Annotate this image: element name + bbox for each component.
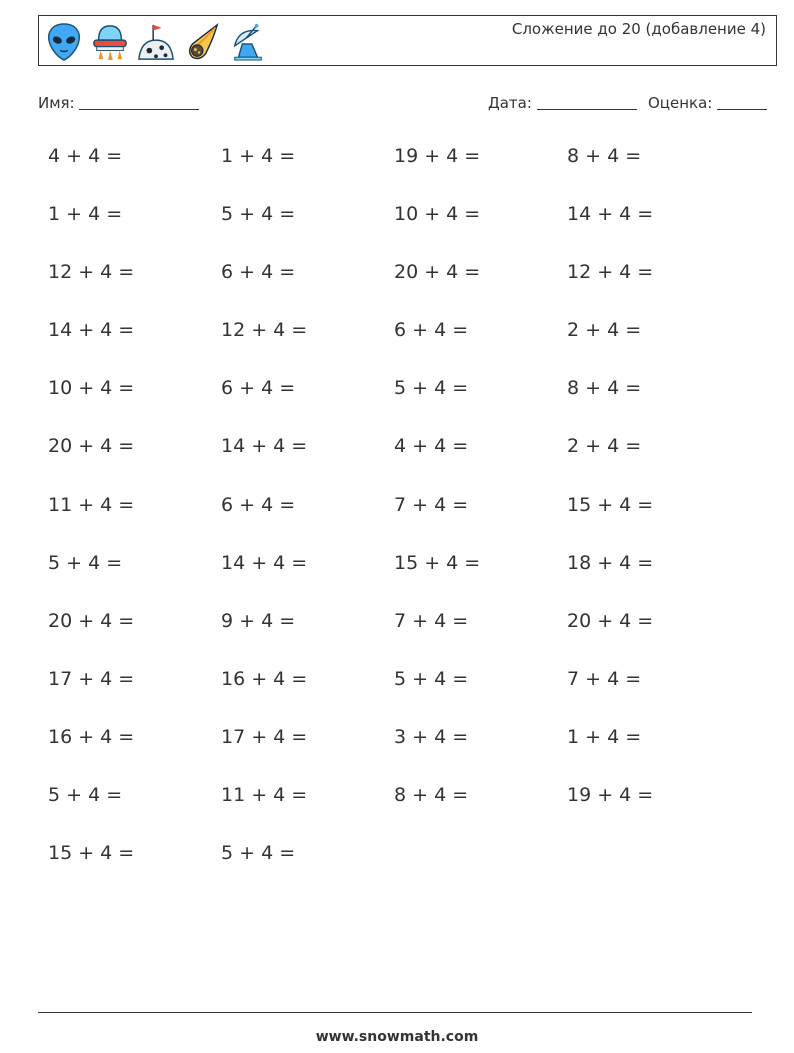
problem-item: 19 + 4 =: [394, 145, 481, 167]
problem-item: 14 + 4 =: [221, 435, 308, 458]
problem-row: [48, 319, 748, 377]
problem-item: 17 + 4 =: [48, 667, 135, 690]
name-field: [38, 94, 199, 112]
problem-item: 11 + 4 =: [48, 493, 135, 516]
problem-item: 2 + 4 =: [567, 319, 642, 342]
problem-item: 6 + 4 =: [221, 377, 296, 400]
problem-item: 20 + 4 =: [394, 261, 481, 284]
problem-item: 8 + 4 =: [394, 784, 469, 807]
problem-item: 14 + 4 =: [48, 319, 135, 342]
problem-item: 7 + 4 =: [394, 493, 469, 516]
problem-item: 16 + 4 =: [221, 667, 308, 690]
header-box: [38, 15, 777, 66]
problem-row: [48, 435, 748, 493]
problem-item: 20 + 4 =: [567, 609, 654, 632]
grade-label: Оценка:: [648, 94, 713, 112]
worksheet-title: Сложение до 20 (добавление 4): [511, 20, 766, 38]
problem-item: 6 + 4 =: [221, 261, 296, 284]
problem-item: 8 + 4 =: [567, 145, 642, 167]
problem-row: [48, 145, 748, 203]
problem-item: 17 + 4 =: [221, 725, 308, 748]
icon-strip: [45, 19, 267, 65]
problem-item: 5 + 4 =: [48, 784, 123, 807]
problem-item: 5 + 4 =: [221, 842, 296, 865]
date-blank: [537, 95, 637, 110]
problem-row: [48, 261, 748, 319]
problem-row: [48, 668, 748, 726]
problem-item: 3 + 4 =: [394, 725, 469, 748]
problem-item: 8 + 4 =: [567, 377, 642, 400]
problem-item: 14 + 4 =: [567, 203, 654, 226]
satellite-dish-icon: [229, 21, 267, 63]
problem-item: 19 + 4 =: [567, 784, 654, 807]
problem-item: 10 + 4 =: [394, 203, 481, 226]
problem-item: 5 + 4 =: [394, 377, 469, 400]
problem-item: 7 + 4 =: [394, 609, 469, 632]
problem-item: 16 + 4 =: [48, 725, 135, 748]
problem-item: 5 + 4 =: [394, 667, 469, 690]
problem-grid: [48, 145, 748, 900]
name-blank: [79, 95, 199, 110]
problem-item: 12 + 4 =: [567, 261, 654, 284]
problem-item: 7 + 4 =: [567, 667, 642, 690]
problem-item: 14 + 4 =: [221, 551, 308, 574]
ufo-icon: [91, 21, 129, 63]
problem-item: 12 + 4 =: [221, 319, 308, 342]
moon-flag-icon: [137, 21, 175, 63]
problem-item: 1 + 4 =: [567, 725, 642, 748]
problem-item: 1 + 4 =: [48, 203, 123, 226]
problem-item: 4 + 4 =: [48, 145, 123, 167]
date-field: [488, 94, 637, 112]
problem-item: 6 + 4 =: [221, 493, 296, 516]
problem-item: 20 + 4 =: [48, 435, 135, 458]
name-label: Имя:: [38, 94, 75, 112]
problem-item: 11 + 4 =: [221, 784, 308, 807]
grade-blank: [717, 95, 767, 110]
problem-item: 9 + 4 =: [221, 609, 296, 632]
problem-row: [48, 610, 748, 668]
problem-item: 5 + 4 =: [48, 551, 123, 574]
problem-item: 5 + 4 =: [221, 203, 296, 226]
footer-divider: [38, 1012, 752, 1013]
problem-row: [48, 494, 748, 552]
problem-row: [48, 726, 748, 784]
problem-item: 4 + 4 =: [394, 435, 469, 458]
problem-item: 20 + 4 =: [48, 609, 135, 632]
problem-row: [48, 784, 748, 842]
problem-item: 15 + 4 =: [567, 493, 654, 516]
problem-item: 10 + 4 =: [48, 377, 135, 400]
problem-row: [48, 552, 748, 610]
problem-item: 15 + 4 =: [394, 551, 481, 574]
problem-row: [48, 842, 748, 900]
grade-field: [648, 94, 767, 112]
comet-icon: [183, 21, 221, 63]
problem-item: 2 + 4 =: [567, 435, 642, 458]
problem-row: [48, 377, 748, 435]
problem-item: 1 + 4 =: [221, 145, 296, 167]
alien-icon: [45, 21, 83, 63]
footer-url: www.snowmath.com: [315, 1029, 479, 1045]
problem-item: 18 + 4 =: [567, 551, 654, 574]
date-label: Дата:: [488, 94, 532, 112]
problem-item: 6 + 4 =: [394, 319, 469, 342]
problem-row: [48, 203, 748, 261]
problem-item: 12 + 4 =: [48, 261, 135, 284]
problem-item: 15 + 4 =: [48, 842, 135, 865]
